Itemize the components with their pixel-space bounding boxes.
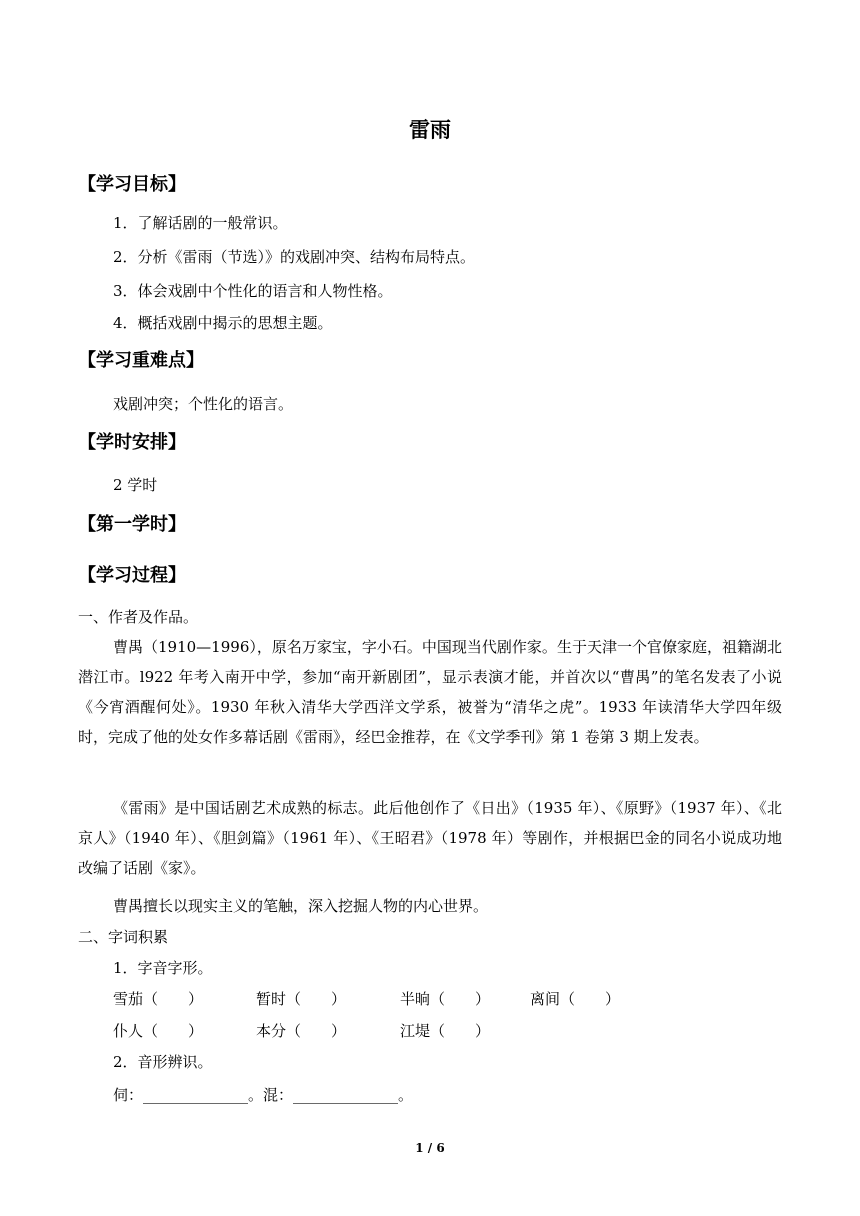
fill-blank-line: 伺：______________。混：______________。 — [113, 1086, 414, 1104]
word-row-2 — [113, 1020, 490, 1041]
goal-item-4: 4．概括戏剧中揭示的思想主题。 — [113, 314, 333, 332]
goal-item-1: 1．了解话剧的一般常识。 — [113, 214, 288, 232]
pronunciation-subheading: 1．字音字形。 — [113, 959, 213, 977]
word-item: 本分（ ） — [256, 1022, 347, 1040]
word-item: 半晌（ ） — [400, 990, 491, 1008]
schedule-text: 2 学时 — [113, 476, 158, 494]
part1-heading: 一、作者及作品。 — [78, 608, 199, 626]
word-item: 雪茄（ ） — [113, 990, 204, 1008]
goal-item-2: 2．分析《雷雨（节选）》的戏剧冲突、结构布局特点。 — [113, 248, 476, 266]
word-item: 仆人（ ） — [113, 1022, 204, 1040]
word-item: 江堤（ ） — [400, 1022, 491, 1040]
goal-item-3: 3．体会戏剧中个性化的语言和人物性格。 — [113, 282, 393, 300]
word-item: 离间（ ） — [530, 990, 621, 1008]
key-points-heading: 【学习重难点】 — [78, 350, 204, 371]
shape-subheading: 2．音形辨识。 — [113, 1053, 213, 1071]
word-row-1 — [113, 988, 620, 1009]
page-number: 1 / 6 — [415, 1141, 445, 1155]
page-title: 雷雨 — [409, 118, 451, 142]
style-paragraph: 曹禺擅长以现实主义的笔触，深入挖掘人物的内心世界。 — [113, 897, 489, 915]
author-paragraph: 曹禺（1910—1996），原名万家宝，字小石。中国现当代剧作家。生于天津一个官僚家庭，祖籍湖北潜江市。l922 年考入南开中学，参加“南开新剧团”，显示表演才能，并首次以“曹禺”的笔名发表了小说《今宵酒醒何处》。1930 年秋入清华大学西洋文学系，被誉为“清华之虎”。1933 年读清华大学四年级时，完成了他的处女作多幕话剧《雷雨》，经巴金推荐，在《文学季刊》第 1 卷第 3 期上发表。 — [78, 638, 782, 746]
process-heading: 【学习过程】 — [78, 565, 186, 586]
schedule-heading: 【学时安排】 — [78, 432, 186, 453]
works-paragraph: 《雷雨》是中国话剧艺术成熟的标志。此后他创作了《日出》（1935 年）、《原野》（1937 年）、《北京人》（1940 年）、《胆剑篇》（1961 年）、《王昭君》（1978 年）等剧作，并根据巴金的同名小说成功地改编了话剧《家》。 — [78, 799, 782, 877]
key-points-text: 戏剧冲突；个性化的语言。 — [113, 395, 294, 413]
part2-heading: 二、字词积累 — [78, 928, 169, 946]
word-item: 暂时（ ） — [256, 990, 347, 1008]
goals-heading: 【学习目标】 — [78, 174, 186, 195]
first-period-heading: 【第一学时】 — [78, 514, 186, 535]
